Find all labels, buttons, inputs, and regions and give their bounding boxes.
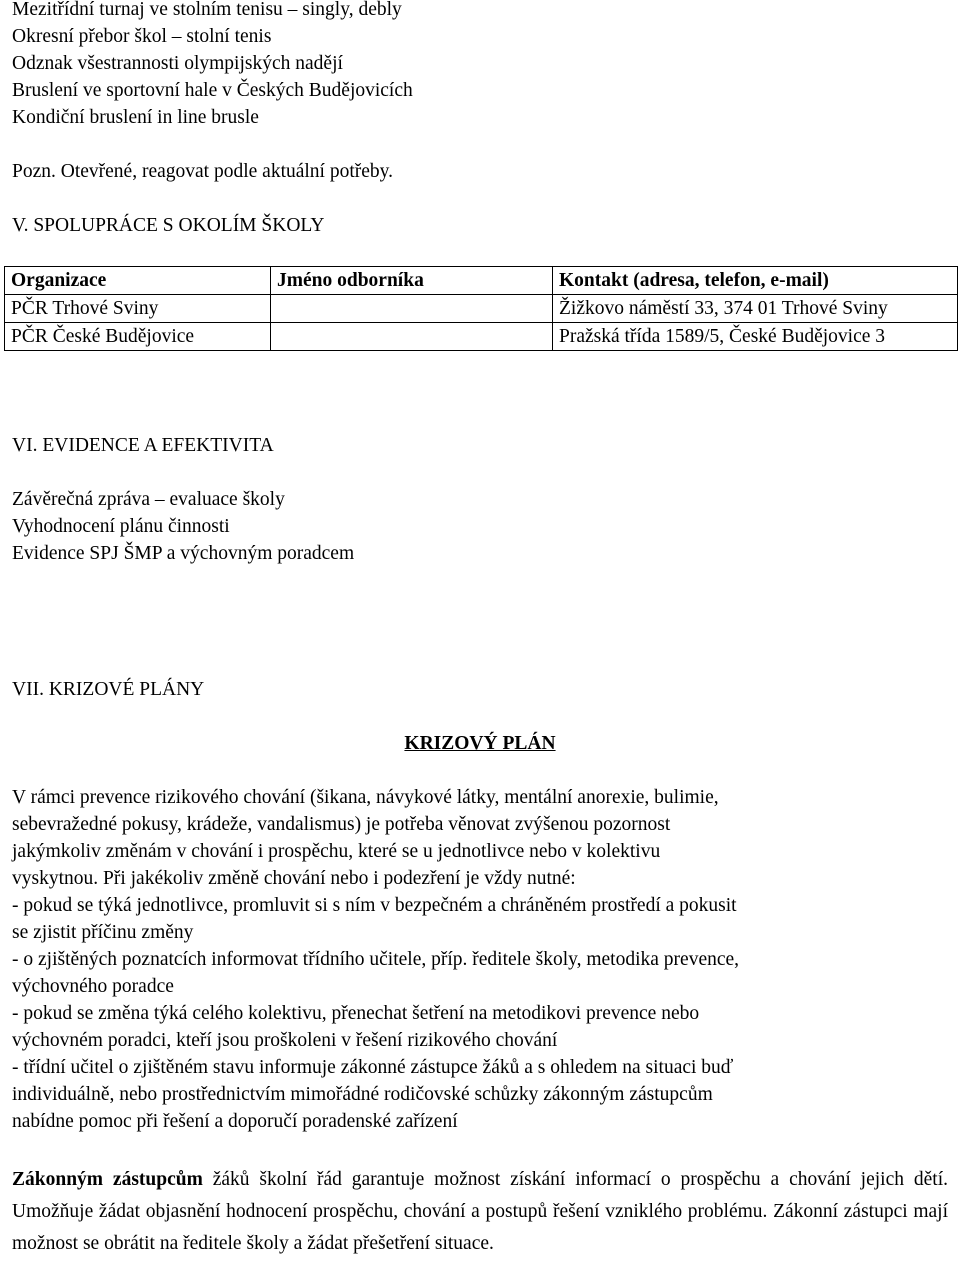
paragraph-line: výchovného poradce: [12, 976, 174, 997]
paragraph-line: nabídne pomoc při řešení a doporučí poradenské zařízení: [12, 1111, 458, 1132]
expert-cell: [271, 295, 553, 323]
organization-cell: PČR České Budějovice: [5, 323, 271, 351]
paragraph-line: individuálně, nebo prostřednictvím mimořádné rodičovské schůzky zákonným zástupcům: [12, 1084, 713, 1105]
paragraph-line: V rámci prevence rizikového chování (šikana, návykové látky, mentální anorexie, bulimie,: [12, 787, 719, 808]
section-heading-cooperation: V. SPOLUPRÁCE S OKOLÍM ŠKOLY: [12, 215, 325, 236]
section-heading-evidence: VI. EVIDENCE A EFEKTIVITA: [12, 435, 274, 456]
table-row: [5, 295, 958, 323]
activity-item: Bruslení ve sportovní hale v Českých Budějovicích: [12, 80, 413, 101]
column-header-contact: Kontakt (adresa, telefon, e-mail): [553, 267, 958, 295]
crisis-plan-body: [12, 784, 948, 1135]
crisis-plan-title: KRIZOVÝ PLÁN: [404, 733, 556, 754]
cooperation-table: [4, 266, 958, 351]
paragraph-line: sebevražedné pokusy, krádeže, vandalismus) je potřeba věnovat zvýšenou pozornost: [12, 814, 671, 835]
spacer: [12, 131, 948, 158]
expert-cell: [271, 323, 553, 351]
evidence-item: Závěrečná zpráva – evaluace školy: [12, 489, 285, 510]
paragraph-line: - pokud se týká jednotlivce, promluvit si s ním v bezpečném a chráněném prostředí a pokusit: [12, 895, 737, 916]
paragraph-line: se zjistit příčinu změny: [12, 922, 194, 943]
spacer: [12, 185, 948, 212]
contact-cell: Žižkovo náměstí 33, 374 01 Trhové Sviny: [553, 295, 958, 323]
section-heading-crisis: VII. KRIZOVÉ PLÁNY: [12, 679, 205, 700]
column-header-expert: Jméno odborníka: [271, 267, 553, 295]
activity-item: Kondiční bruslení in line brusle: [12, 107, 259, 128]
activities-list: [12, 0, 948, 239]
evidence-section: [12, 432, 948, 567]
paragraph-line: výchovném poradci, kteří jsou proškoleni v řešení rizikového chování: [12, 1030, 558, 1051]
paragraph-line: - třídní učitel o zjištěném stavu informuje zákonné zástupce žáků a s ohledem na situaci buď: [12, 1057, 734, 1078]
activity-item: Okresní přebor škol – stolní tenis: [12, 26, 272, 47]
table-row: [5, 323, 958, 351]
evidence-item: Vyhodnocení plánu činnosti: [12, 516, 230, 537]
spacer: [12, 459, 948, 486]
evidence-item: Evidence SPJ ŠMP a výchovným poradcem: [12, 543, 355, 564]
legal-guardians-paragraph: [12, 1164, 948, 1260]
paragraph-line: vyskytnou. Při jakékoliv změně chování nebo i podezření je vždy nutné:: [12, 868, 576, 889]
note: Pozn. Otevřené, reagovat podle aktuální potřeby.: [12, 161, 394, 182]
organization-cell: PČR Trhové Sviny: [5, 295, 271, 323]
table-header-row: [5, 267, 958, 295]
paragraph-line: - o zjištěných poznatcích informovat třídního učitele, příp. ředitele školy, metodika prevence,: [12, 949, 740, 970]
legal-guardians-text: žáků školní řád garantuje možnost získání informací o prospěchu a chování jejich dětí. Umožňuje žádat objasnění hodnocení prospěchu, chování a postupů řešení vzniklého problému. Zákonní zástupci mají možnost se obrátit na ředitele školy a žádat přešetření situace.: [12, 1169, 948, 1254]
paragraph-line: - pokud se změna týká celého kolektivu, přenechat šetření na metodikovi prevence nebo: [12, 1003, 700, 1024]
contact-cell: Pražská třída 1589/5, České Budějovice 3: [553, 323, 958, 351]
crisis-section: [12, 676, 948, 703]
activity-item: Odznak všestrannosti olympijských nadějí: [12, 53, 343, 74]
paragraph-line: jakýmkoliv změnám v chování i prospěchu, které se u jednotlivce nebo v kolektivu: [12, 841, 661, 862]
activity-item: Mezitřídní turnaj ve stolním tenisu – singly, debly: [12, 0, 402, 20]
column-header-organization: Organizace: [5, 267, 271, 295]
legal-guardians-bold: Zákonným zástupcům: [12, 1169, 203, 1190]
